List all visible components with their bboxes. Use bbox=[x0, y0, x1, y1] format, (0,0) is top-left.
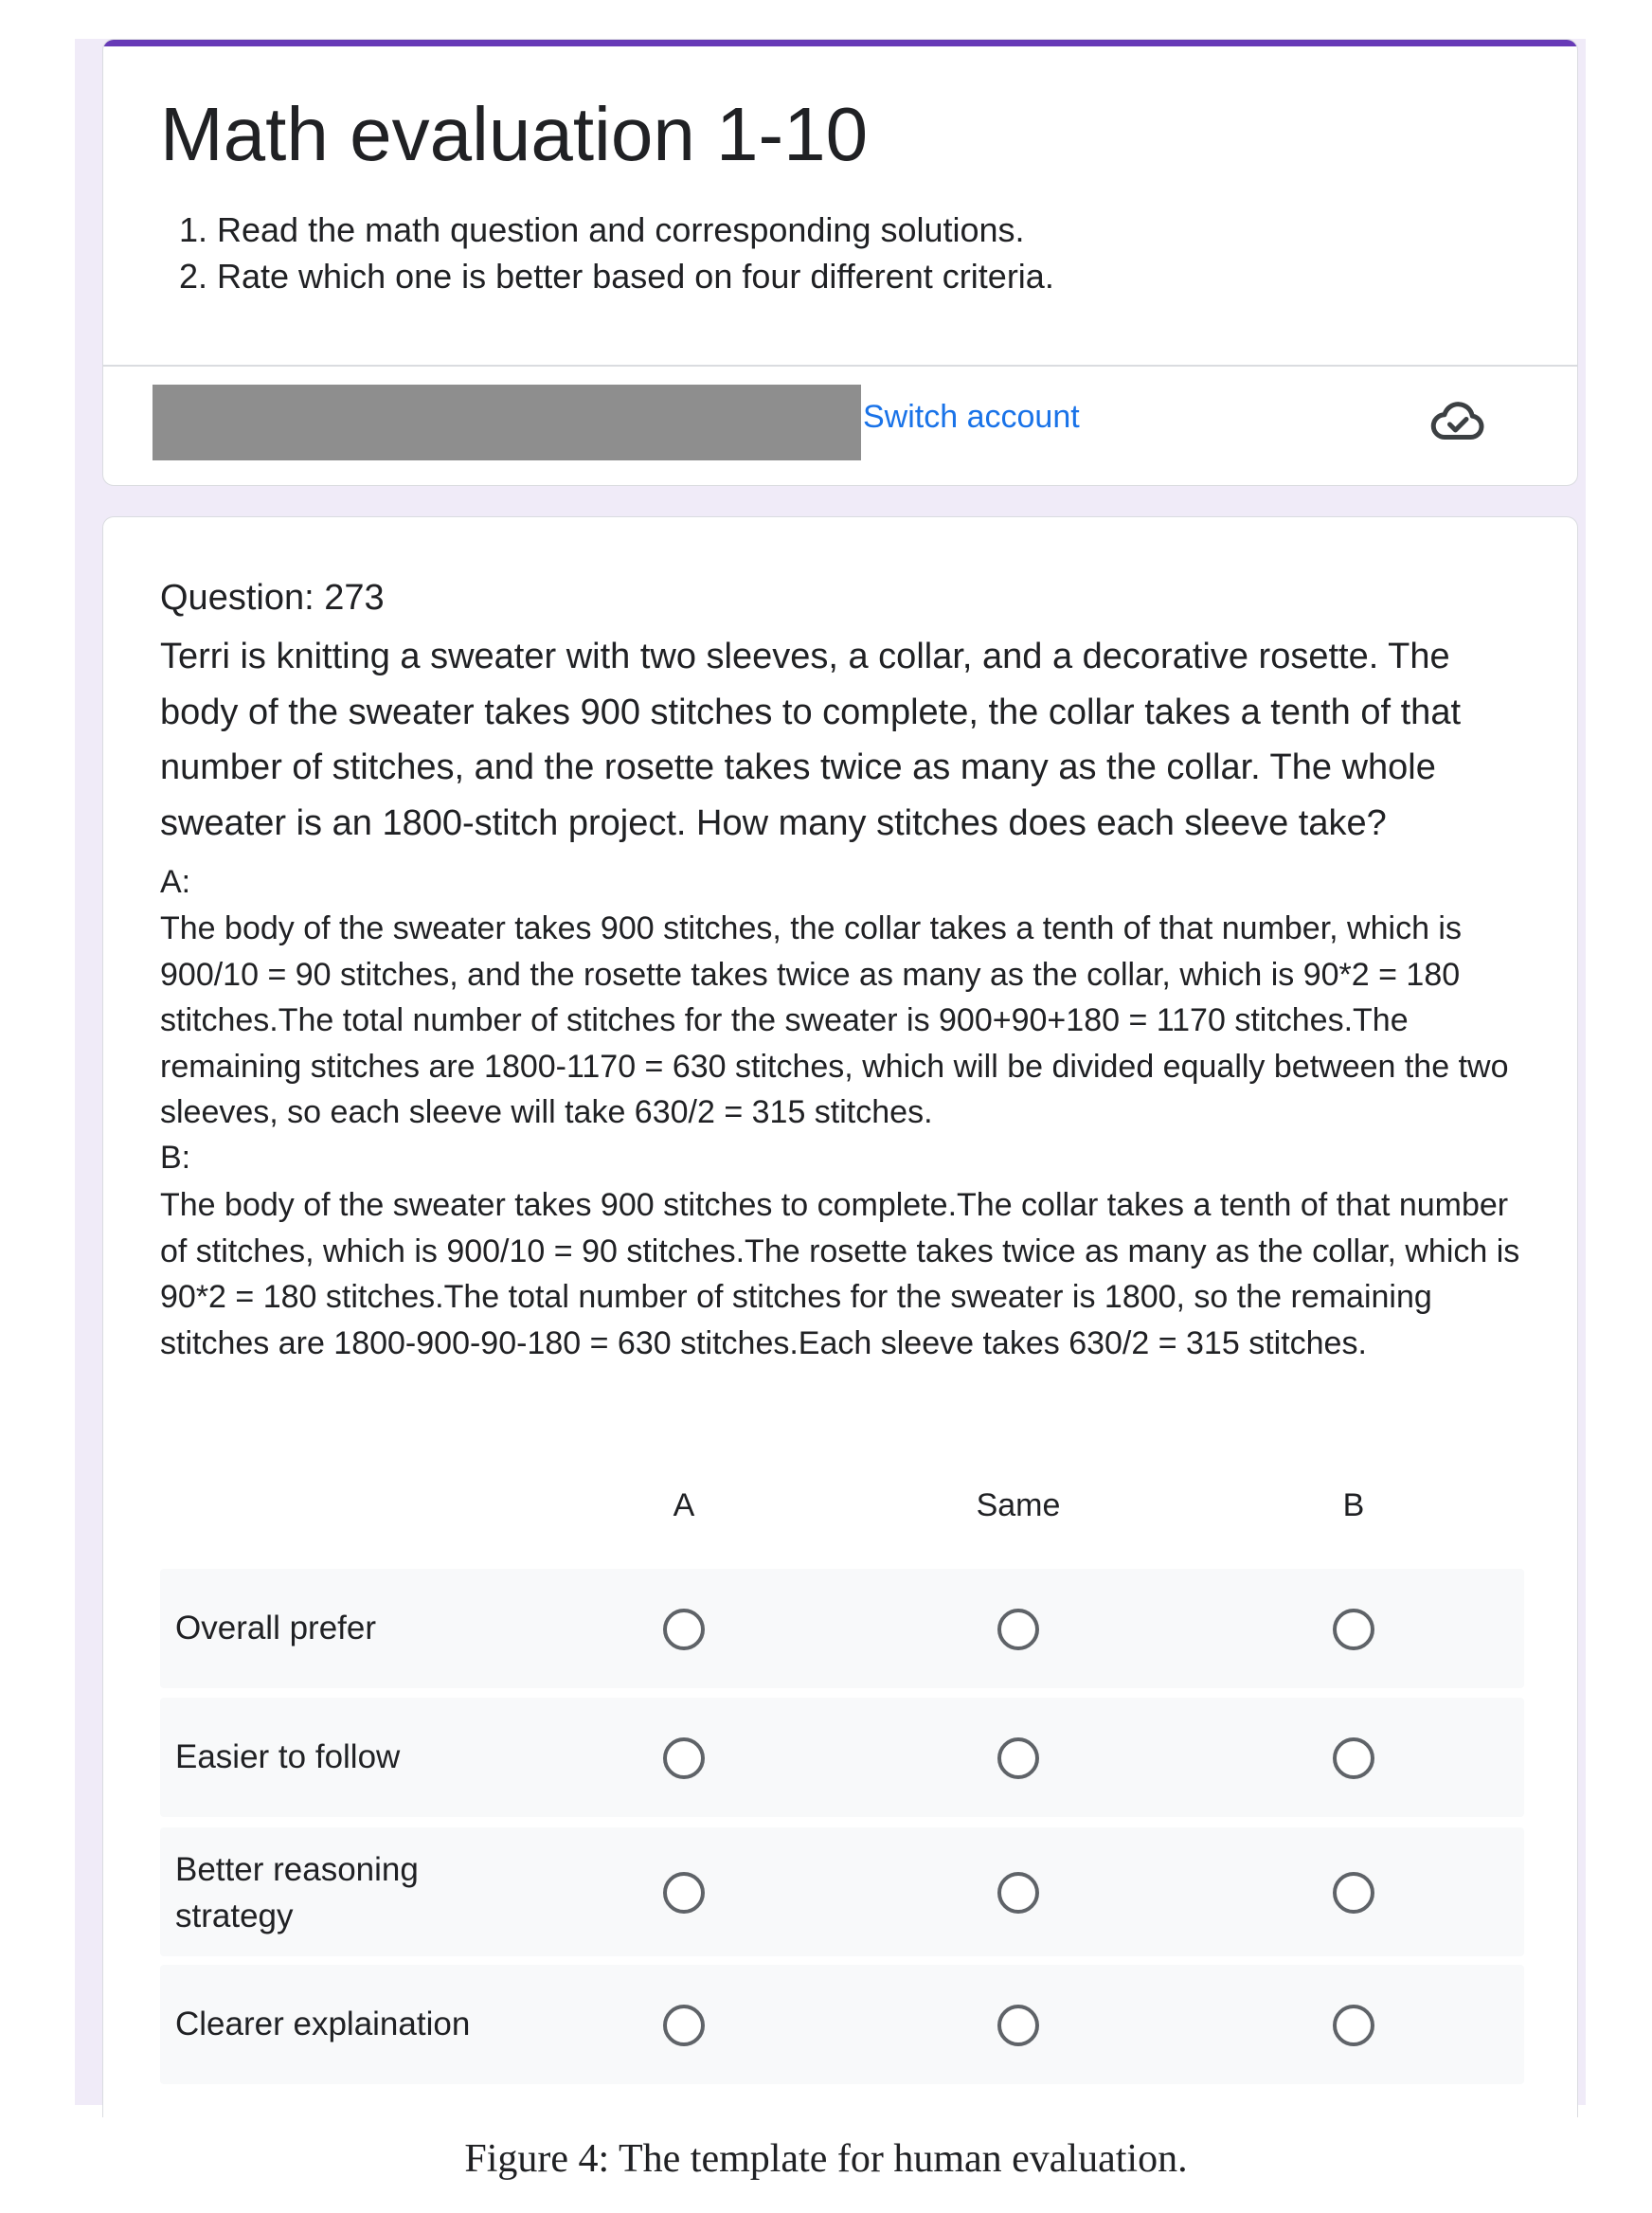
instruction-item: 1. Read the math question and corresponding solutions. bbox=[217, 207, 1054, 253]
solution-b-text: The body of the sweater takes 900 stitches to complete.The collar takes a tenth of that number of stitches, which is 900/10 = 90 stitches.The rosette takes twice as many as the collar, which is 90*2 = 180 stitches.The total number of stitches for the sweater is 1800, so the remaining stitches are 1800-900-90-180 = 630 stitches.Each sleeve takes 630/2 = 315 stitches. bbox=[160, 1187, 1520, 1361]
question-card bbox=[102, 516, 1578, 2117]
grid-row-better-reasoning bbox=[160, 1827, 1524, 1956]
column-header-b: B bbox=[1342, 1487, 1365, 1523]
radio-easier-b[interactable] bbox=[1333, 1737, 1374, 1779]
form-header-card bbox=[102, 39, 1578, 486]
grid-row-overall-prefer bbox=[160, 1569, 1524, 1688]
radio-reasoning-same[interactable] bbox=[997, 1872, 1039, 1914]
solution-a-text: The body of the sweater takes 900 stitches, the collar takes a tenth of that number, which is 900/10 = 90 stitches, and the rosette takes twice as many as the collar, which is 90*2 = 180 stitches.The total number of stitches for the sweater is 900+90+180 = 1170 stitches.The remaining stitches are 1800-1170 = 630 stitches, which will be divided equally between the two sleeves, so each sleeve will take 630/2 = 315 stitches. bbox=[160, 910, 1509, 1131]
instruction-item: 2. Rate which one is better based on four different criteria. bbox=[217, 253, 1054, 299]
cloud-check-icon bbox=[1429, 392, 1486, 449]
form-title: Math evaluation 1-10 bbox=[160, 92, 869, 176]
row-label: Better reasoning strategy bbox=[175, 1851, 419, 1934]
switch-account-link[interactable]: Switch account bbox=[863, 399, 1080, 435]
row-label: Clearer explaination bbox=[175, 2006, 471, 2042]
solution-b-label: B: bbox=[160, 1140, 191, 1176]
column-header-a: A bbox=[673, 1487, 695, 1523]
figure-caption: Figure 4: The template for human evaluation. bbox=[464, 2137, 1188, 2181]
radio-overall-b[interactable] bbox=[1333, 1609, 1374, 1650]
radio-clearer-a[interactable] bbox=[663, 2005, 705, 2046]
radio-overall-a[interactable] bbox=[663, 1609, 705, 1650]
radio-overall-same[interactable] bbox=[997, 1609, 1039, 1650]
row-label: Easier to follow bbox=[175, 1738, 401, 1775]
radio-easier-a[interactable] bbox=[663, 1737, 705, 1779]
column-header-same: Same bbox=[976, 1487, 1061, 1523]
question-label: Question: 273 bbox=[160, 578, 385, 618]
account-email-redacted bbox=[153, 385, 861, 460]
radio-reasoning-a[interactable] bbox=[663, 1872, 705, 1914]
radio-easier-same[interactable] bbox=[997, 1737, 1039, 1779]
row-label: Overall prefer bbox=[175, 1610, 377, 1646]
divider bbox=[103, 365, 1577, 367]
grid-row-clearer-explanation bbox=[160, 1965, 1524, 2084]
instructions-list bbox=[217, 207, 1054, 299]
radio-clearer-b[interactable] bbox=[1333, 2005, 1374, 2046]
accent-bar bbox=[103, 40, 1577, 46]
solution-a-label: A: bbox=[160, 864, 191, 900]
radio-clearer-same[interactable] bbox=[997, 2005, 1039, 2046]
radio-reasoning-b[interactable] bbox=[1333, 1872, 1374, 1914]
question-text: Terri is knitting a sweater with two sleeves, a collar, and a decorative rosette. The body of the sweater takes 900 stitches to complete, the collar takes a tenth of that number of stitches, and the rosette takes twice as many as the collar. The whole sweater is an 1800-stitch project. How many stitches does each sleeve take? bbox=[160, 637, 1462, 843]
grid-row-easier-to-follow bbox=[160, 1698, 1524, 1817]
